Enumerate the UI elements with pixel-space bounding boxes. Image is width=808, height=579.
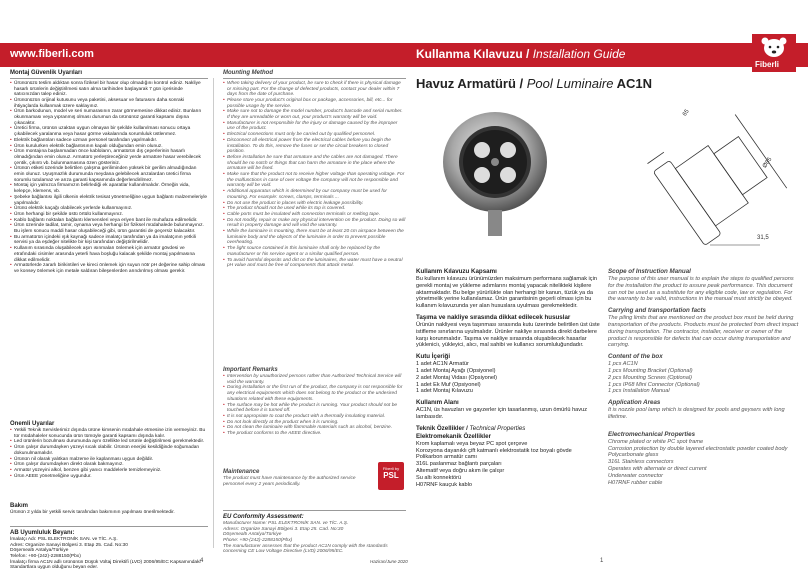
eu-line: Telefon: +90-(242)-2288150(Pbx) xyxy=(10,553,81,559)
en-area-title: Application Areas xyxy=(608,399,661,407)
list-item: H07RNF rubber cable xyxy=(608,479,663,486)
eu-line: Adres: Organize Sanayi Bölgesi 3. Etap 25. Cad. No:30 xyxy=(10,542,128,548)
list-item: 1 pcs Installation Manual xyxy=(608,388,670,395)
warnings-section xyxy=(10,420,208,500)
list-item: 1 adet AC1N Armatür xyxy=(416,361,469,368)
luminaire-photo xyxy=(430,100,570,240)
brand-name: Fiberli xyxy=(755,60,780,69)
list-item: • Üretici firma, ürünün uzaktan uygun olmayan bir şekilde kullanılması sonucu ortaya çıkabilecek yaralanma veya hasar görme vakalarında sorumluluk üstlenmez. xyxy=(10,126,208,137)
list-item: 1 adet Montaj Kılavuzu xyxy=(416,388,473,395)
list-item: Krom kaplamalı veya beyaz PC spot çerçeve xyxy=(416,440,528,447)
eu-line: The manufacturer assesses that the product AC1N comply with the standards concerning CE Low Voltage Directive (LVD) 2006/95/EC. xyxy=(223,543,388,555)
divider xyxy=(223,78,406,79)
list-item: • Disconnect all electrical power from the electrical cables before you begin the installation. To do this, remove the fuses or set the circuit breakers to closed position. xyxy=(223,138,406,155)
list-item: • Montaj için yalnızca firmamızın belirlediği ek aparatlar kullanılmalıdır. Örneğin vida, kelepçe, klemens, vb. xyxy=(10,183,208,194)
eu-line: İmalatçı Adı: PSL ELEKTRONİK SAN. ve TİC. A.Ş. xyxy=(10,536,118,542)
list-item: • Do not modify, repair or make any physical intervention on the product. Doing so will result in property damage and will void the warranty. xyxy=(223,218,406,229)
list-item: • Make sure that the product not to receive higher voltage than operating voltage. For the malfunctions in case of over voltage the company will not be responsible and warranty will be void. xyxy=(223,172,406,189)
maintenance-en-section xyxy=(223,468,373,498)
mounting-list xyxy=(223,81,406,269)
list-item: • Yetkili Teknik Servislerimiz dışında ürüne kimsenin müdahale etmesine izin vermeyiniz. Bu tür müdahaleler sonucunda ürün tümüyle garanti kapsamı dışında kalır. xyxy=(10,428,208,439)
list-item: • Ürün AEEE yönetmeliğine uygundur. xyxy=(10,474,208,480)
scope-title: Kullanım Kılavuzu Kapsamı xyxy=(416,268,497,275)
eu-declaration-tr xyxy=(10,526,208,574)
list-item: • Please store your product's original box or package, accessories, bill, etc... for possible usage by the service. xyxy=(223,98,406,109)
list-item: • To avoid harmful deposits and dirt on the luminaires, the water must have a neutral pH value and must be free of components that attack metal. xyxy=(223,258,406,269)
page-number-left: 4 xyxy=(200,558,204,564)
eu-title: AB Uyumluluk Beyanı: xyxy=(10,529,75,536)
list-item: • Electrical connections must only be carried out by qualified personnel. xyxy=(223,132,406,138)
eu-line: Adress: Organize Sanayi Bölgesi 3. Etap 25. Cad. No:30 xyxy=(223,526,344,532)
list-item: • Ürün barkodunun, model ve seri numarasının zarar görmemesine dikkat ediniz. Bunların okunmaması veya yıpranmış olması durumun da ürününüz garanti kapsamı dışına çıkacaktır. xyxy=(10,109,208,126)
list-item: • During installation or the first run of the product, the company is not responsible for any electrical equipments which does not belong to the product or the undesired situations related with these equipments. xyxy=(223,385,406,402)
list-item: 1 adet Montaj Ayağı (Opsiyonel) xyxy=(416,367,496,374)
list-item: 316L paslanmaz bağlantı parçaları xyxy=(416,461,502,468)
list-item: • Do not use the product in places with electric leakage possibility. xyxy=(223,201,406,207)
area-title: Kullanım Alanı xyxy=(416,399,459,407)
list-item: Polikarbon armatür camı xyxy=(416,454,477,461)
elec-title: Elektromekanik Özellikler xyxy=(416,432,491,440)
list-item: 1 adet Ek Muf (Opsiyonel) xyxy=(416,381,481,388)
area-text: AC1N, üs havuzları ve gayzerler için tasarlanmış, uzun ömürlü havuz lambasıdır. xyxy=(416,407,587,420)
maintenance-section xyxy=(10,502,208,524)
list-item: • Cable ports must be insulated with connection terminals or melting tape. xyxy=(223,212,406,218)
warnings-list xyxy=(10,428,208,479)
list-item: • Ürün herhangi bir şekilde üstü örtülü kullanmayınız. xyxy=(10,212,208,218)
scope-text: Bu kullanım kılavuzu ürünümüzden maksimum performans sağlamak için gerekli montaj ve yükleme adımlarını montaj yapacak nitelikteki kişilere aktarmaktadır. Bu belge yürürlükte olan herhangi bir kanun, tüzük ya da yönetmelik yerine kullanılamaz. Ürün garantisinin geçerli olması için bu kullanım kılavuzunda yer alan hususlara uyulması gerekmektedir. xyxy=(416,276,597,310)
list-item: 2 adet Montaj Vidası (Opsiyonel) xyxy=(416,374,498,381)
en-scope-text: The purpose of this user manual is to explain the steps to qualified persons for the installation the product to assure peak performance. This document can not be used as a substitute for any eligible code, law or regulation. For the warranty to be valid, instructions in the manual must strictly be obeyed. xyxy=(608,276,794,303)
list-item: • When taking delivery of your product, be sure to check if there is physical damage or missing part. For the change of defected products, contact your dealer within 7 days from the date of purchase. xyxy=(223,81,406,98)
list-item: • Ürün çalışır durumdayken yüzeyi sıcak olabilir. Ürünün enerjisi kesildiğinde soğumadan dokunulmamalıdır. xyxy=(10,445,208,456)
list-item: Underwater connector xyxy=(608,472,664,479)
list-item: • Ürün kurulurken elektrik bağlantısının kapalı olduğundan emin olunuz. xyxy=(10,144,208,150)
safety-list xyxy=(10,81,208,275)
list-item: • Do not look directly at the product when it is running. xyxy=(223,420,406,426)
list-item: • Ürün çalışır durumdayken direkt olarak bakmayınız. xyxy=(10,462,208,468)
list-item: • While the luminaire is mounting, there must be at least 20 cm airspace between the luminaire body and the objects of the luminaire in order to prevent possible overheating. xyxy=(223,229,406,246)
en-elec-title: Electromechanical Properties xyxy=(608,430,696,438)
list-item: • Do not clean the luminaire with flammable materials such as alcohol, benzine. xyxy=(223,425,406,431)
warnings-title: Önemli Uyarılar xyxy=(10,421,55,427)
divider xyxy=(223,510,406,511)
product-title: Havuz Armatürü / Pool Luminaire AC1N xyxy=(416,76,653,91)
psl-badge xyxy=(378,462,404,490)
page-number-right: 1 xyxy=(600,558,604,564)
maintenance-title: Bakım xyxy=(10,503,29,509)
dimension-label: 65 xyxy=(681,108,691,118)
list-item: • The surface may be hot while the product is running. Your product should not be touched before it is turned off. xyxy=(223,403,406,414)
maintenance-text: Ürünün 2 yılda bir yetkili servis tarafından bakımının yapılması önerilmektedir. xyxy=(10,510,175,515)
list-item: • It is not appropriate to coat the product with a thermally insulating material. xyxy=(223,414,406,420)
eu-line: Döşemealtı Antalya/Türkiye xyxy=(223,532,282,538)
list-item: • Kablo bağlantı noktaları bağlantı klemensleri veya eriyen bant ile muhafaza edilmelidir. xyxy=(10,218,208,224)
dimension-drawing xyxy=(640,95,800,260)
list-item: • Armatürlerde zararlı birikintileri ve kireci önlemek için suyun nötr pH değerine sahip olması ve konsey önlemek için metale saldıran bileşenlerden arındırılmış olması gerekir. xyxy=(10,263,208,274)
list-item: • Manufacturer is not responsible for the injury or damage caused by the improper use of the product. xyxy=(223,121,406,132)
en-transport-text: The piling limits that are mentioned on the product box must be held during transportation of the products. Products must be protected from direct impact during transportation. The contractor, installer, receiver or owner of the product is responsible for defects that can occur during transportation and carrying. xyxy=(608,315,799,349)
eu-declaration-en xyxy=(223,510,406,558)
en-box-title: Content of the box xyxy=(608,353,663,361)
list-item: Altematif veya doğru akım ile çalışır xyxy=(416,467,505,474)
list-item: • Ürününüzün orijinal kutusunu veya paketini, aksesuar ve faturasını daha sonraki ihtiyaçlarda kullanmak üzere saklayınız. xyxy=(10,98,208,109)
list-item: • Ürünün etiketi üzerinde belirtilen çalışma geriliminden yüksek bir gerilim almadığından emin olunuz. Uyuşmazlık durumunda meydana gelebilecek arızalardan üretici firma sorumlu tutulamaz ve arıza garanti kapsamında değerlendirilmez. xyxy=(10,166,208,183)
column-divider xyxy=(213,78,214,548)
en-scope-title: Scope of Instruction Manual xyxy=(608,268,691,275)
psl-sub-label: Fiberli by xyxy=(382,466,400,471)
safety-title: Montaj Güvenlik Uyarıları xyxy=(10,70,83,76)
eu-line: Döşemealtı Antalya/Türkiye xyxy=(10,548,69,554)
list-item: 1 pcs IP68 Mini Connector (Optional) xyxy=(608,381,700,388)
divider xyxy=(10,526,208,527)
transport-text: Ürünün nakliyesi veya taşınması sırasında kutu üzerinde belirtilen üst üste istifleme sınırlarına uyulmalıdır. Ürünler nakliye sırasında direkt darbelere karşı korunmalıdır. Taşıma ve nakliye sırasında oluşabilecek hasarlar yükleniciı, yükleyici, alıcı, mal sahibi ve kullanıcı sorumluluğundadır. xyxy=(416,321,600,349)
list-item: H07RNF kauçuk kablo xyxy=(416,481,472,488)
list-item: • Ürününüzü teslim aldıktan sonra fiziksel bir hasar olup olmadığını kontrol ediniz. Nakliye hasarlı ürünlerin değiştirilmesi satın alma tarihinden başlayarak 7 gün içerisinde satıcınızdan talep ediniz. xyxy=(10,81,208,98)
list-item: 1 pcs Mounting Bracket (Optional) xyxy=(608,367,693,374)
transport-title: Taşıma ve nakliye sırasında dikkat edilecek hususlar xyxy=(416,313,571,321)
mounting-title: Mounting Method xyxy=(223,70,273,76)
list-item: • Before installation be sure that armature and the cables are not damaged. There should be no notch or things that can harm the armature in the place where the armature will be fixed. xyxy=(223,155,406,172)
list-item: • Make sure not to damage the model number, product's barcode and serial number. If they are unreadable or worn out, your product's warranty will be void. xyxy=(223,109,406,120)
website-url[interactable]: www.fiberli.com xyxy=(10,48,94,60)
right-en-column xyxy=(608,268,800,558)
list-item: • Intervention by unauthorized persons rather than Authorized Technical Service will void the warranty. xyxy=(223,374,406,385)
list-item: Operates with alternate or direct current xyxy=(608,465,707,472)
list-item: 316L Stainless connectors xyxy=(608,459,674,466)
list-item: • Ürün üzerinde tadilat, tamir, oynama veya herhangi bir fiziksel müdahalede bulunmayınız. Bu işlem sonucu maddi hasar oluşabileceği gibi, ürün garantisi de geçersiz kalacaktır. xyxy=(10,223,208,234)
list-item: Polycarbonate glass xyxy=(608,452,659,459)
list-item: • Ürünü elektrik kaçağı olabilecek yerlerde kullanmayınız. xyxy=(10,206,208,212)
list-item: • Şebeke bağlantısı ilgili ülkenin elektrik tesisat yönetmeliğine uygun bağlantı malzemeleriyle yapılmalıdır. xyxy=(10,195,208,206)
remarks-section xyxy=(223,366,406,466)
divider xyxy=(10,78,208,79)
list-item: Corrosion protection by double layered electrostatic powder coated body xyxy=(608,445,788,452)
mounting-section xyxy=(223,69,406,365)
list-item: • Ürün montajına başlanmadan önce kabloların, armatürün dış çeperlerinin hasarlı olmadığından emin olunuz. Armatürü yerleştireceğiniz yerde armatüre hasar verebilecek çentik, çıkıntı vb. bulunmamasına özen gösteriniz. xyxy=(10,149,208,166)
list-item: • Kullanım sırasında oluşabilecek aşırı ısınmaları önlemek için armatür gövdesi ve etrafındaki cisimler arasında yeterli hava boşluğu kalacak şekilde montaj yapılmasına dikkat edilmelidir. xyxy=(10,246,208,263)
guide-title: Kullanma Kılavuzu / Installation Guide xyxy=(416,47,626,61)
box-title: Kutu İçeriği xyxy=(416,353,451,361)
header-bar xyxy=(0,43,808,67)
list-item: • Bu armatürün içindeki ışık kaynağı sadece imalatçı tarafından ya da imalatçının yetkili servisi ya da eşdeğer nitelikte bir kişi tarafından değiştirilmelidir. xyxy=(10,235,208,246)
list-item: • Ürünün nil olarak yalıtkan malzeme ile kaplanması uygun değildir. xyxy=(10,457,208,463)
list-item: Su altı konnektörü xyxy=(416,474,462,481)
eu-en-title: EU Conformity Assessment: xyxy=(223,513,304,520)
list-item: 1 pcs AC1N xyxy=(608,361,638,368)
list-item: • Elektrik bağlantıları sadece uzman personel tarafından yapılmalıdır. xyxy=(10,138,208,144)
list-item: Chrome plated or white PC spot frame xyxy=(608,438,704,445)
dimension-label: Ø85 xyxy=(761,156,774,170)
tech-title: Teknik Özellikler / Technical Properties xyxy=(416,424,526,432)
right-tr-column xyxy=(416,268,602,558)
list-item: Korozyona dayanıklı çift katmanlı elektrostatik toz boyalı gövde xyxy=(416,447,572,454)
list-item: • The product conforms to the AEEE directive. xyxy=(223,431,406,437)
maintenance-en-title: Maintenance xyxy=(223,469,260,475)
eu-line: İmalatçı firma AC1N adlı ürününün Düşük Voltaj Direktifi (LVD) 2006/95/EC Kapsamındaki Standartlara uygun olduğunu beyan eder. xyxy=(10,559,201,571)
psl-label: PSL xyxy=(383,471,399,480)
dimension-label: 31,5 xyxy=(757,235,769,241)
list-item: • The light source contained in this luminaire shall only be replaced by the manufacturer or his service agent or a similar qualified person. xyxy=(223,246,406,257)
safety-section xyxy=(10,69,208,419)
remarks-list xyxy=(223,374,406,437)
remarks-title: Important Remarks xyxy=(223,367,278,373)
en-area-text: It is nozzle pool lamp which is designed for pools and geysers with long lifetime. xyxy=(608,407,785,420)
list-item: • Led ürünlerin bozulması durumunda aynı özellikte led ürünle değiştirilmesi gerekmektedir. xyxy=(10,439,208,445)
en-transport-title: Carrying and transportation facts xyxy=(608,307,706,315)
maintenance-en-text: The product must have maintenance by the authorized service personnel every 2 years periodically. xyxy=(223,476,356,487)
eu-line: Phone: +90-(242)-2288150(Pbx) xyxy=(223,537,293,543)
list-item: • Additional apparatus which is determined by our company must be used for mounting. For example: screws, clamps, terminals ... xyxy=(223,189,406,200)
list-item: • The product should not be used while its top is covered. xyxy=(223,206,406,212)
list-item: 2 pcs Mounting Screws (Optional) xyxy=(608,374,692,381)
eu-line: Manufacturer Name: PSL ELEKTRONİK SAN. ve TİC. A.Ş. xyxy=(223,520,349,526)
footer-code: Haziran/June 2020 xyxy=(370,559,408,564)
list-item: • Armatür yüzeyini alkol, benzen gibi yanıcı maddelerle temizlemeyiniz. xyxy=(10,468,208,474)
